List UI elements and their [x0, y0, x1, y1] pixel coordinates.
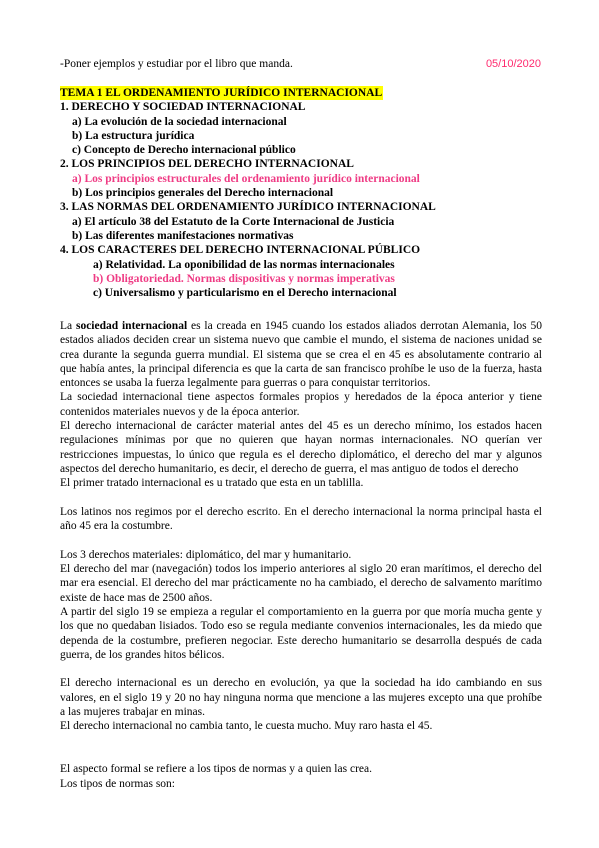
section-2a: a) Los principios estructurales del ordenamiento jurídico internacional	[72, 172, 420, 185]
section-2b: b) Los principios generales del Derecho internacional	[72, 187, 334, 200]
section-1a: a) La evolución de la sociedad internacional	[72, 115, 287, 128]
section-4c: c) Universalismo y particularismo en el Derecho internacional	[93, 287, 397, 300]
header-date: 05/10/2020	[485, 58, 541, 70]
text-run: La	[60, 320, 76, 332]
paragraph: El aspecto formal se refiere a los tipos de normas y a quien las crea.	[60, 763, 372, 776]
section-3b: b) Las diferentes manifestaciones normativas	[72, 229, 294, 242]
section-4b: b) Obligatoriedad. Normas dispositivas y normas imperativas	[93, 272, 395, 285]
paragraph: El derecho del mar (navegación) todos los imperio anteriores al siglo 20 eran marítimos, el derecho del mar era esencial. El derecho del mar prácticamente no ha cambiado, el derecho de salvamento marítimo existe de hace mas de 2500 años.	[60, 563, 542, 604]
paragraph: El derecho internacional es un derecho en evolución, ya que la sociedad ha ido cambiando en sus valores, en el siglo 19 y 20 no hay ninguna norma que mencione a las mujeres excepto una que prohíbe a las mujeres trabajar en minas.	[60, 677, 542, 719]
paragraph: Los latinos nos regimos por el derecho escrito. En el derecho internacional la norma principal hasta el año 45 era la costumbre.	[60, 505, 542, 533]
section-1-heading: 1. DERECHO Y SOCIEDAD INTERNACIONAL	[60, 101, 306, 114]
section-3-heading: 3. LAS NORMAS DEL ORDENAMIENTO JURÍDICO INTERNACIONAL	[60, 201, 436, 214]
header-note: -Poner ejemplos y estudiar por el libro que manda.	[60, 58, 293, 70]
paragraph: El derecho internacional no cambia tanto, le cuesta mucho. Muy raro hasta el 45.	[60, 720, 433, 733]
section-4-heading: 4. LOS CARACTERES DEL DERECHO INTERNACIONAL PÚBLICO	[60, 244, 421, 257]
section-2-heading: 2. LOS PRINCIPIOS DEL DERECHO INTERNACIONAL	[60, 158, 354, 171]
section-1c: c) Concepto de Derecho internacional público	[72, 144, 296, 157]
section-3a: a) El artículo 38 del Estatuto de la Corte Internacional de Justicia	[72, 215, 395, 228]
section-4a: a) Relatividad. La oponibilidad de las normas internacionales	[93, 258, 395, 271]
paragraph: El primer tratado internacional es u tratado que esta en un tablilla.	[60, 477, 364, 490]
text-run: es la creada en 1945 cuando los estados aliados derrotan Alemania, los 50 estados aliados deciden crear un sistema nuevo que cambie el mundo, el sistema de naciones unidad se crea durante la segunda guerra mundial. El sistema que se crea el en 45 es absolutamente contrario al que había antes, la principal diferencia es que la carta de san francisco prohíbe le uso de la fuerza, hasta entonces se usaba la fuerza legalmente para guerras o para conquistar territorios.	[60, 320, 542, 390]
table-of-contents	[60, 86, 542, 300]
body-text	[60, 319, 542, 791]
paragraph: El derecho internacional de carácter material antes del 45 es un derecho mínimo, los estados hacen regulaciones mínimas por que no quieren que hayan normas internacionales. NO querían ver restricciones impuestas, lo único que regula es el derecho diplomático, el derecho del mar y algunos aspectos del derecho humanitario, es decir, el derecho de guerra, el mas antiguo de todos el derecho	[60, 420, 542, 475]
paragraph: Los tipos de normas son:	[60, 777, 175, 790]
paragraph: A partir del siglo 19 se empieza a regular el comportamiento en la guerra por que moría mucha gente y los que no quedaban lisiados. Todo eso se regula mediante convenios internacionales, les da miedo que dependa de la costumbre, prefieren negociar. Este derecho humanitario se desarrolla después de cada guerra, de los grandes hitos bélicos.	[60, 605, 542, 661]
paragraph	[60, 319, 542, 390]
bold-term: sociedad internacional	[75, 320, 188, 332]
section-1b: b) La estructura jurídica	[72, 129, 195, 142]
paragraph: La sociedad internacional tiene aspectos formales propios y heredados de la época anterior y tiene contenidos materiales nuevos y de la época anterior.	[60, 391, 542, 418]
topic-title: TEMA 1 EL ORDENAMIENTO JURÍDICO INTERNACIONAL	[60, 87, 383, 99]
paragraph: Los 3 derechos materiales: diplomático, del mar y humanitario.	[60, 548, 352, 561]
